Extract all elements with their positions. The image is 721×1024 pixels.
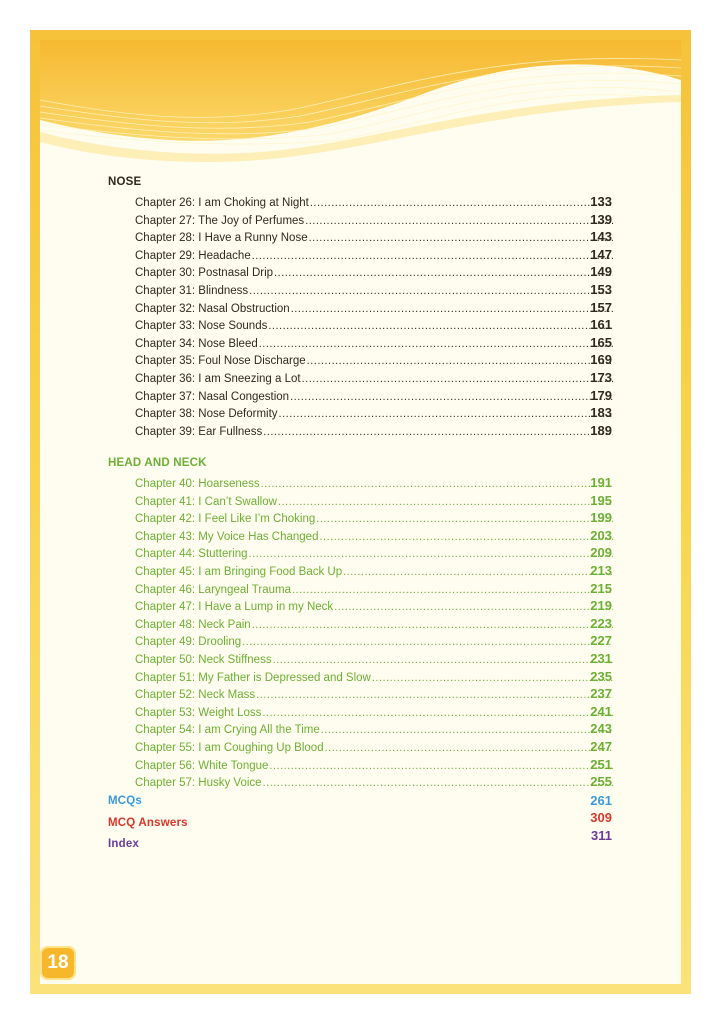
chapter-title: Chapter 44: Stuttering — [135, 548, 248, 561]
dot-leader — [307, 355, 613, 367]
dot-leader — [269, 760, 613, 772]
chapter-page-number: 143 — [590, 229, 612, 245]
chapter-title: Chapter 55: I am Coughing Up Blood — [135, 742, 324, 754]
toc-entry[interactable] — [135, 491, 613, 508]
chapter-title: Chapter 50: Neck Stiffness — [135, 654, 272, 666]
dot-leader — [256, 689, 613, 701]
chapter-title: Chapter 35: Foul Nose Discharge — [135, 355, 306, 368]
toc-entry[interactable] — [135, 737, 613, 754]
dot-leader — [372, 672, 613, 684]
dot-leader — [302, 373, 613, 385]
chapter-page-number: 215 — [590, 580, 612, 596]
mcqs-label[interactable]: MCQs — [108, 795, 143, 807]
chapter-title: Chapter 26: I am Choking at Night — [135, 197, 309, 209]
toc-entry[interactable] — [135, 403, 613, 420]
chapter-title: Chapter 53: Weight Loss — [135, 706, 262, 719]
toc-entry[interactable] — [135, 262, 613, 279]
dot-leader — [319, 531, 613, 543]
dot-leader — [249, 548, 613, 560]
toc-entry[interactable] — [135, 210, 613, 227]
dot-leader — [292, 584, 613, 596]
chapter-page-number: 173 — [590, 370, 612, 385]
dot-leader — [252, 619, 613, 631]
chapter-page-number: 227 — [590, 633, 612, 649]
dot-leader — [262, 707, 613, 719]
page-number-badge: 18 — [40, 946, 76, 980]
dot-leader — [321, 724, 613, 736]
toc-entry[interactable] — [135, 543, 613, 560]
chapter-page-number: 243 — [590, 721, 612, 737]
chapter-page-number: 139 — [590, 211, 612, 227]
chapter-page-number: 191 — [590, 475, 612, 490]
toc-entry[interactable] — [135, 473, 613, 490]
chapter-title: Chapter 42: I Feel Like I’m Choking — [135, 513, 316, 526]
chapter-title: Chapter 43: My Voice Has Changed — [135, 530, 319, 543]
toc-entry[interactable] — [135, 702, 613, 719]
toc-entry[interactable] — [135, 526, 613, 543]
dot-leader — [310, 197, 613, 209]
chapter-title: Chapter 34: Nose Bleed — [135, 337, 258, 350]
index-page-number: 311 — [591, 828, 612, 843]
dot-leader — [261, 478, 613, 490]
chapter-page-number: 169 — [590, 352, 612, 368]
dot-leader — [325, 742, 613, 754]
chapter-title: Chapter 39: Ear Fullness — [135, 425, 263, 438]
toc-entry[interactable] — [135, 755, 613, 772]
toc-entry[interactable] — [135, 245, 613, 262]
mcqs-page-number: 261 — [590, 793, 612, 808]
dot-leader — [309, 232, 613, 244]
chapter-page-number: 149 — [590, 264, 612, 280]
dot-leader — [268, 320, 613, 332]
nose-heading: NOSE — [108, 176, 142, 188]
toc-entry[interactable] — [135, 368, 613, 385]
chapter-title: Chapter 36: I am Sneezing a Lot — [135, 373, 301, 385]
chapter-page-number: 153 — [590, 282, 612, 297]
toc-entry[interactable] — [135, 631, 613, 648]
chapter-page-number: 199 — [590, 510, 612, 526]
mcq-answers-label[interactable]: MCQ Answers — [108, 817, 188, 829]
chapter-page-number: 179 — [590, 387, 612, 403]
toc-entry[interactable] — [135, 315, 613, 332]
dot-leader — [263, 777, 613, 789]
chapter-title: Chapter 51: My Father is Depressed and Slow — [135, 671, 371, 684]
toc-entry[interactable] — [135, 280, 613, 297]
dot-leader — [290, 391, 613, 403]
toc-entry[interactable] — [135, 386, 613, 403]
chapter-page-number: 133 — [590, 194, 612, 209]
dot-leader — [252, 250, 613, 262]
toc-entry[interactable] — [135, 719, 613, 736]
chapter-page-number: 161 — [590, 317, 612, 333]
chapter-page-number: 195 — [590, 492, 612, 508]
toc-entry[interactable] — [135, 350, 613, 367]
chapter-page-number: 189 — [590, 422, 612, 438]
dot-leader — [316, 513, 613, 525]
dot-leader — [334, 601, 613, 613]
chapter-title: Chapter 56: White Tongue — [135, 759, 269, 772]
dot-leader — [274, 267, 613, 279]
chapter-page-number: 223 — [590, 615, 612, 631]
chapter-title: Chapter 30: Postnasal Drip — [135, 267, 274, 280]
chapter-page-number: 231 — [590, 651, 612, 666]
chapter-title: Chapter 31: Blindness — [135, 285, 249, 297]
chapter-title: Chapter 41: I Can’t Swallow — [135, 495, 277, 508]
toc-entry[interactable] — [135, 579, 613, 596]
chapter-title: Chapter 32: Nasal Obstruction — [135, 302, 290, 315]
dot-leader — [291, 303, 613, 315]
dot-leader — [249, 285, 613, 297]
toc-entry[interactable] — [135, 333, 613, 350]
head_neck-heading: HEAD AND NECK — [108, 457, 207, 469]
chapter-title: Chapter 57: Husky Voice — [135, 777, 262, 790]
toc-entry[interactable] — [135, 227, 613, 244]
chapter-page-number: 255 — [590, 774, 612, 790]
toc-entry[interactable] — [135, 298, 613, 315]
chapter-title: Chapter 52: Neck Mass — [135, 689, 256, 702]
chapter-page-number: 247 — [590, 739, 612, 754]
chapter-title: Chapter 40: Hoarseness — [135, 478, 260, 490]
chapter-title: Chapter 28: I Have a Runny Nose — [135, 232, 308, 245]
chapter-page-number: 203 — [590, 527, 612, 543]
dot-leader — [242, 636, 613, 648]
chapter-title: Chapter 27: The Joy of Perfumes — [135, 214, 305, 227]
chapter-title: Chapter 38: Nose Deformity — [135, 408, 278, 421]
chapter-page-number: 165 — [590, 334, 612, 350]
chapter-title: Chapter 48: Neck Pain — [135, 618, 251, 631]
chapter-title: Chapter 33: Nose Sounds — [135, 320, 268, 333]
mcq-answers-page-number: 309 — [590, 810, 612, 825]
chapter-title: Chapter 54: I am Crying All the Time — [135, 724, 320, 737]
toc-entry[interactable] — [135, 614, 613, 631]
chapter-page-number: 213 — [590, 563, 612, 578]
index-label[interactable]: Index — [108, 838, 140, 850]
decorative-wave — [40, 40, 681, 170]
chapter-page-number: 237 — [590, 686, 612, 702]
dot-leader — [263, 426, 613, 438]
toc-entry[interactable] — [135, 772, 613, 789]
dot-leader — [273, 654, 613, 666]
dot-leader — [343, 566, 613, 578]
toc-entry[interactable] — [135, 596, 613, 613]
chapter-page-number: 157 — [590, 299, 612, 315]
dot-leader — [278, 496, 613, 508]
chapter-title: Chapter 47: I Have a Lump in my Neck — [135, 601, 334, 614]
chapter-page-number: 209 — [590, 545, 612, 561]
dot-leader — [259, 338, 613, 350]
chapter-page-number: 219 — [590, 598, 612, 614]
dot-leader — [305, 215, 613, 227]
toc-entry[interactable] — [135, 667, 613, 684]
chapter-title: Chapter 46: Laryngeal Trauma — [135, 583, 291, 596]
chapter-page-number: 183 — [590, 405, 612, 421]
toc-entry[interactable] — [135, 649, 613, 666]
chapter-title: Chapter 49: Drooling — [135, 636, 242, 649]
toc-entry[interactable] — [135, 192, 613, 209]
chapter-page-number: 251 — [590, 756, 612, 772]
toc-entry[interactable] — [135, 508, 613, 525]
chapter-title: Chapter 45: I am Bringing Food Back Up — [135, 566, 343, 578]
toc-entry[interactable] — [135, 684, 613, 701]
chapter-page-number: 235 — [590, 668, 612, 684]
chapter-title: Chapter 37: Nasal Congestion — [135, 390, 290, 403]
chapter-page-number: 241 — [590, 703, 612, 719]
toc-entry[interactable] — [135, 421, 613, 438]
chapter-title: Chapter 29: Headache — [135, 249, 251, 262]
toc-entry[interactable] — [135, 561, 613, 578]
dot-leader — [279, 408, 613, 420]
chapter-page-number: 147 — [590, 246, 612, 262]
